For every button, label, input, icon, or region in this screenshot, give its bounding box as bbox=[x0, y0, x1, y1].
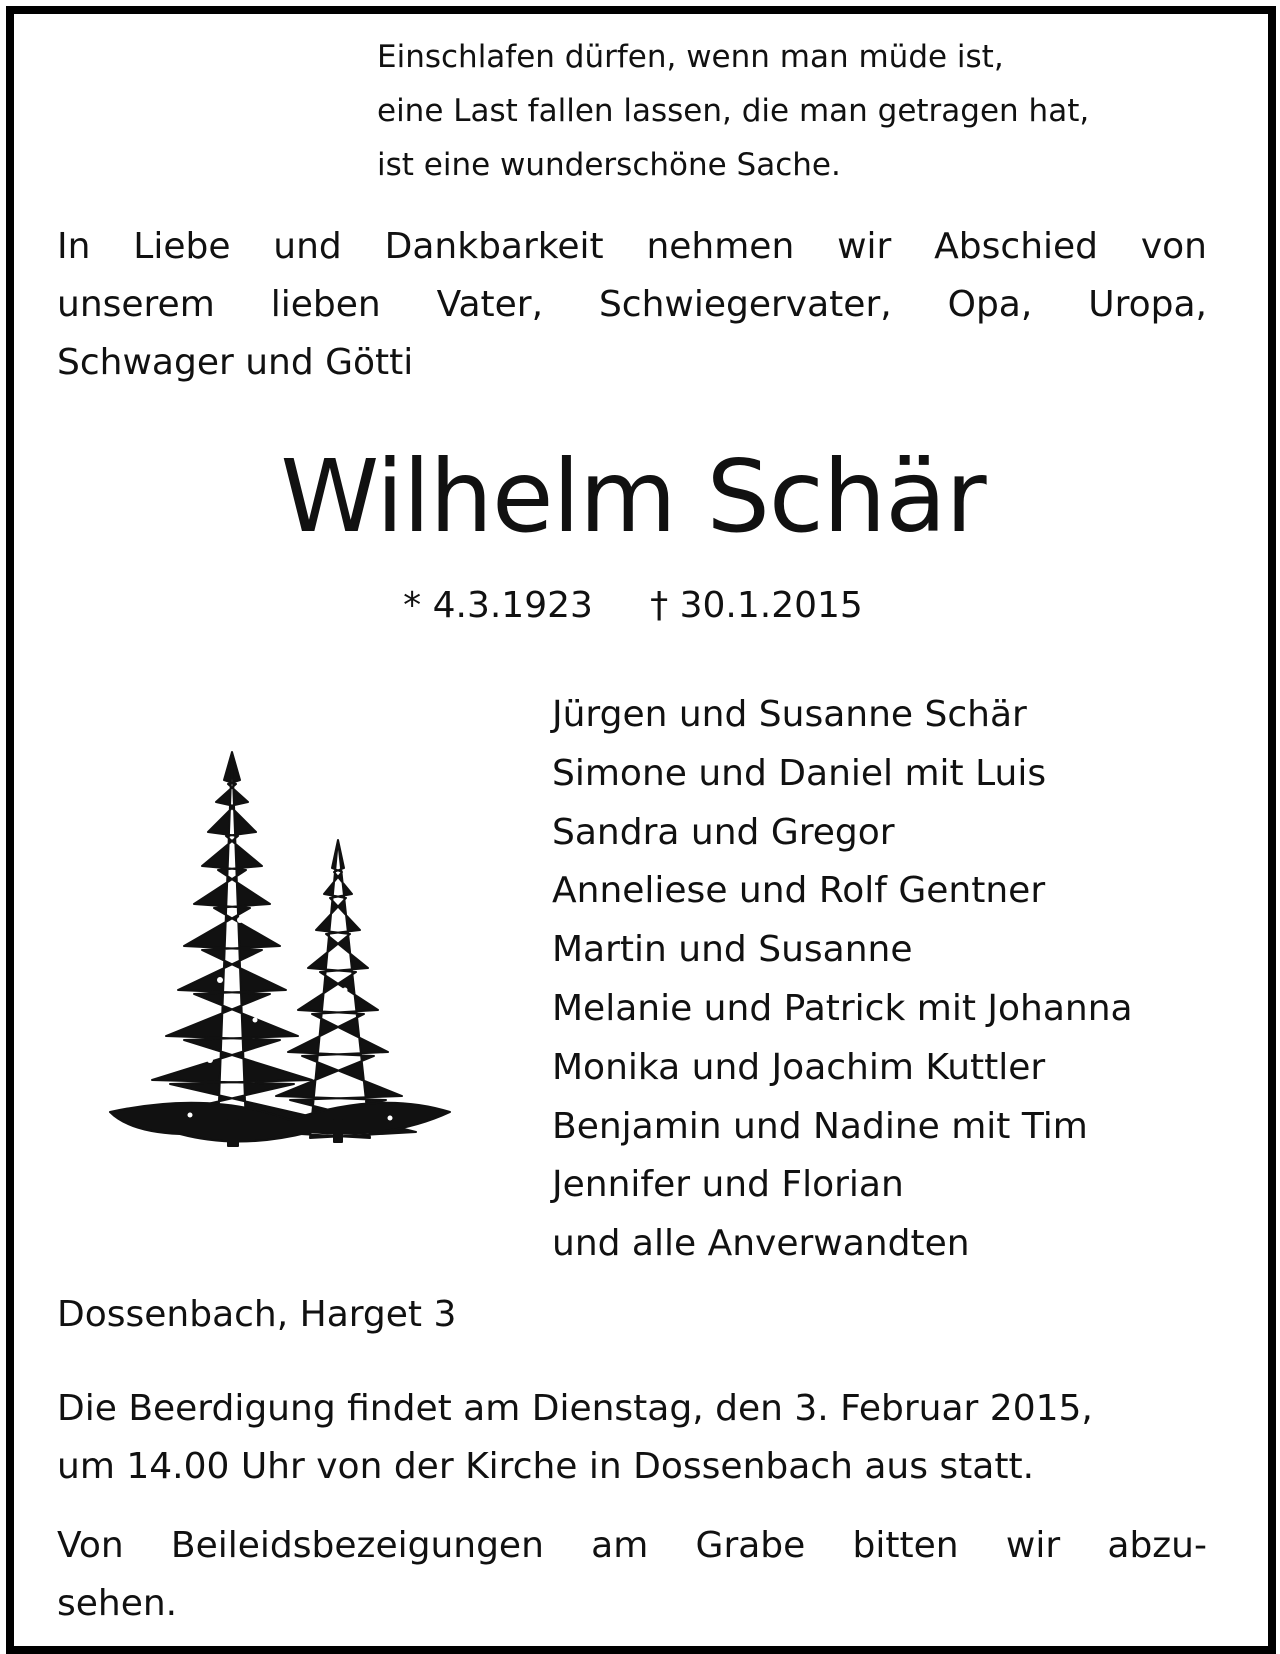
condolence-line: Von Beileidsbezeigungen am Grabe bitten wir abzu- bbox=[57, 1525, 1207, 1566]
life-dates: * 4.3.1923 † 30.1.2015 bbox=[403, 585, 863, 626]
intro-line: In Liebe und Dankbarkeit nehmen wir Abschied von bbox=[57, 226, 1207, 267]
intro-line: unserem lieben Vater, Schwiegervater, Opa, Uropa, bbox=[57, 284, 1207, 325]
condolence-line: sehen. bbox=[57, 1583, 178, 1624]
fir-trees-icon bbox=[90, 740, 470, 1175]
funeral-line: Die Beerdigung findet am Dienstag, den 3. Februar 2015, bbox=[57, 1388, 1093, 1429]
condolence-notice bbox=[57, 1517, 1207, 1633]
mourner-line: Monika und Joachim Kuttler bbox=[552, 1046, 1046, 1088]
motto-line: Einschlafen dürfen, wenn man müde ist, bbox=[377, 39, 1004, 75]
funeral-notice bbox=[57, 1380, 1207, 1496]
mourner-line: Sandra und Gregor bbox=[552, 811, 895, 853]
mourner-line: Jürgen und Susanne Schär bbox=[552, 694, 1027, 735]
mourner-line: Melanie und Patrick mit Johanna bbox=[552, 987, 1133, 1029]
mourner-line: Anneliese und Rolf Gentner bbox=[552, 870, 1046, 912]
intro-paragraph bbox=[57, 218, 1207, 392]
intro-line: Schwager und Götti bbox=[57, 342, 414, 383]
address-line: Dossenbach, Harget 3 bbox=[57, 1294, 457, 1335]
mourner-line: Benjamin und Nadine mit Tim bbox=[552, 1105, 1088, 1147]
mourner-line: Simone und Daniel mit Luis bbox=[552, 752, 1047, 794]
mourner-line: Martin und Susanne bbox=[552, 929, 913, 971]
funeral-line: um 14.00 Uhr von der Kirche in Dossenbach aus statt. bbox=[57, 1446, 1035, 1487]
deceased-name: Wilhelm Schär bbox=[280, 438, 986, 555]
motto-verse bbox=[377, 30, 1089, 192]
motto-line: eine Last fallen lassen, die man getragen hat, bbox=[377, 93, 1090, 129]
mourner-line: und alle Anverwandten bbox=[552, 1223, 970, 1265]
mourner-line: Jennifer und Florian bbox=[552, 1164, 904, 1206]
motto-line: ist eine wunderschöne Sache. bbox=[377, 147, 841, 183]
mourners-list bbox=[552, 686, 1133, 1274]
